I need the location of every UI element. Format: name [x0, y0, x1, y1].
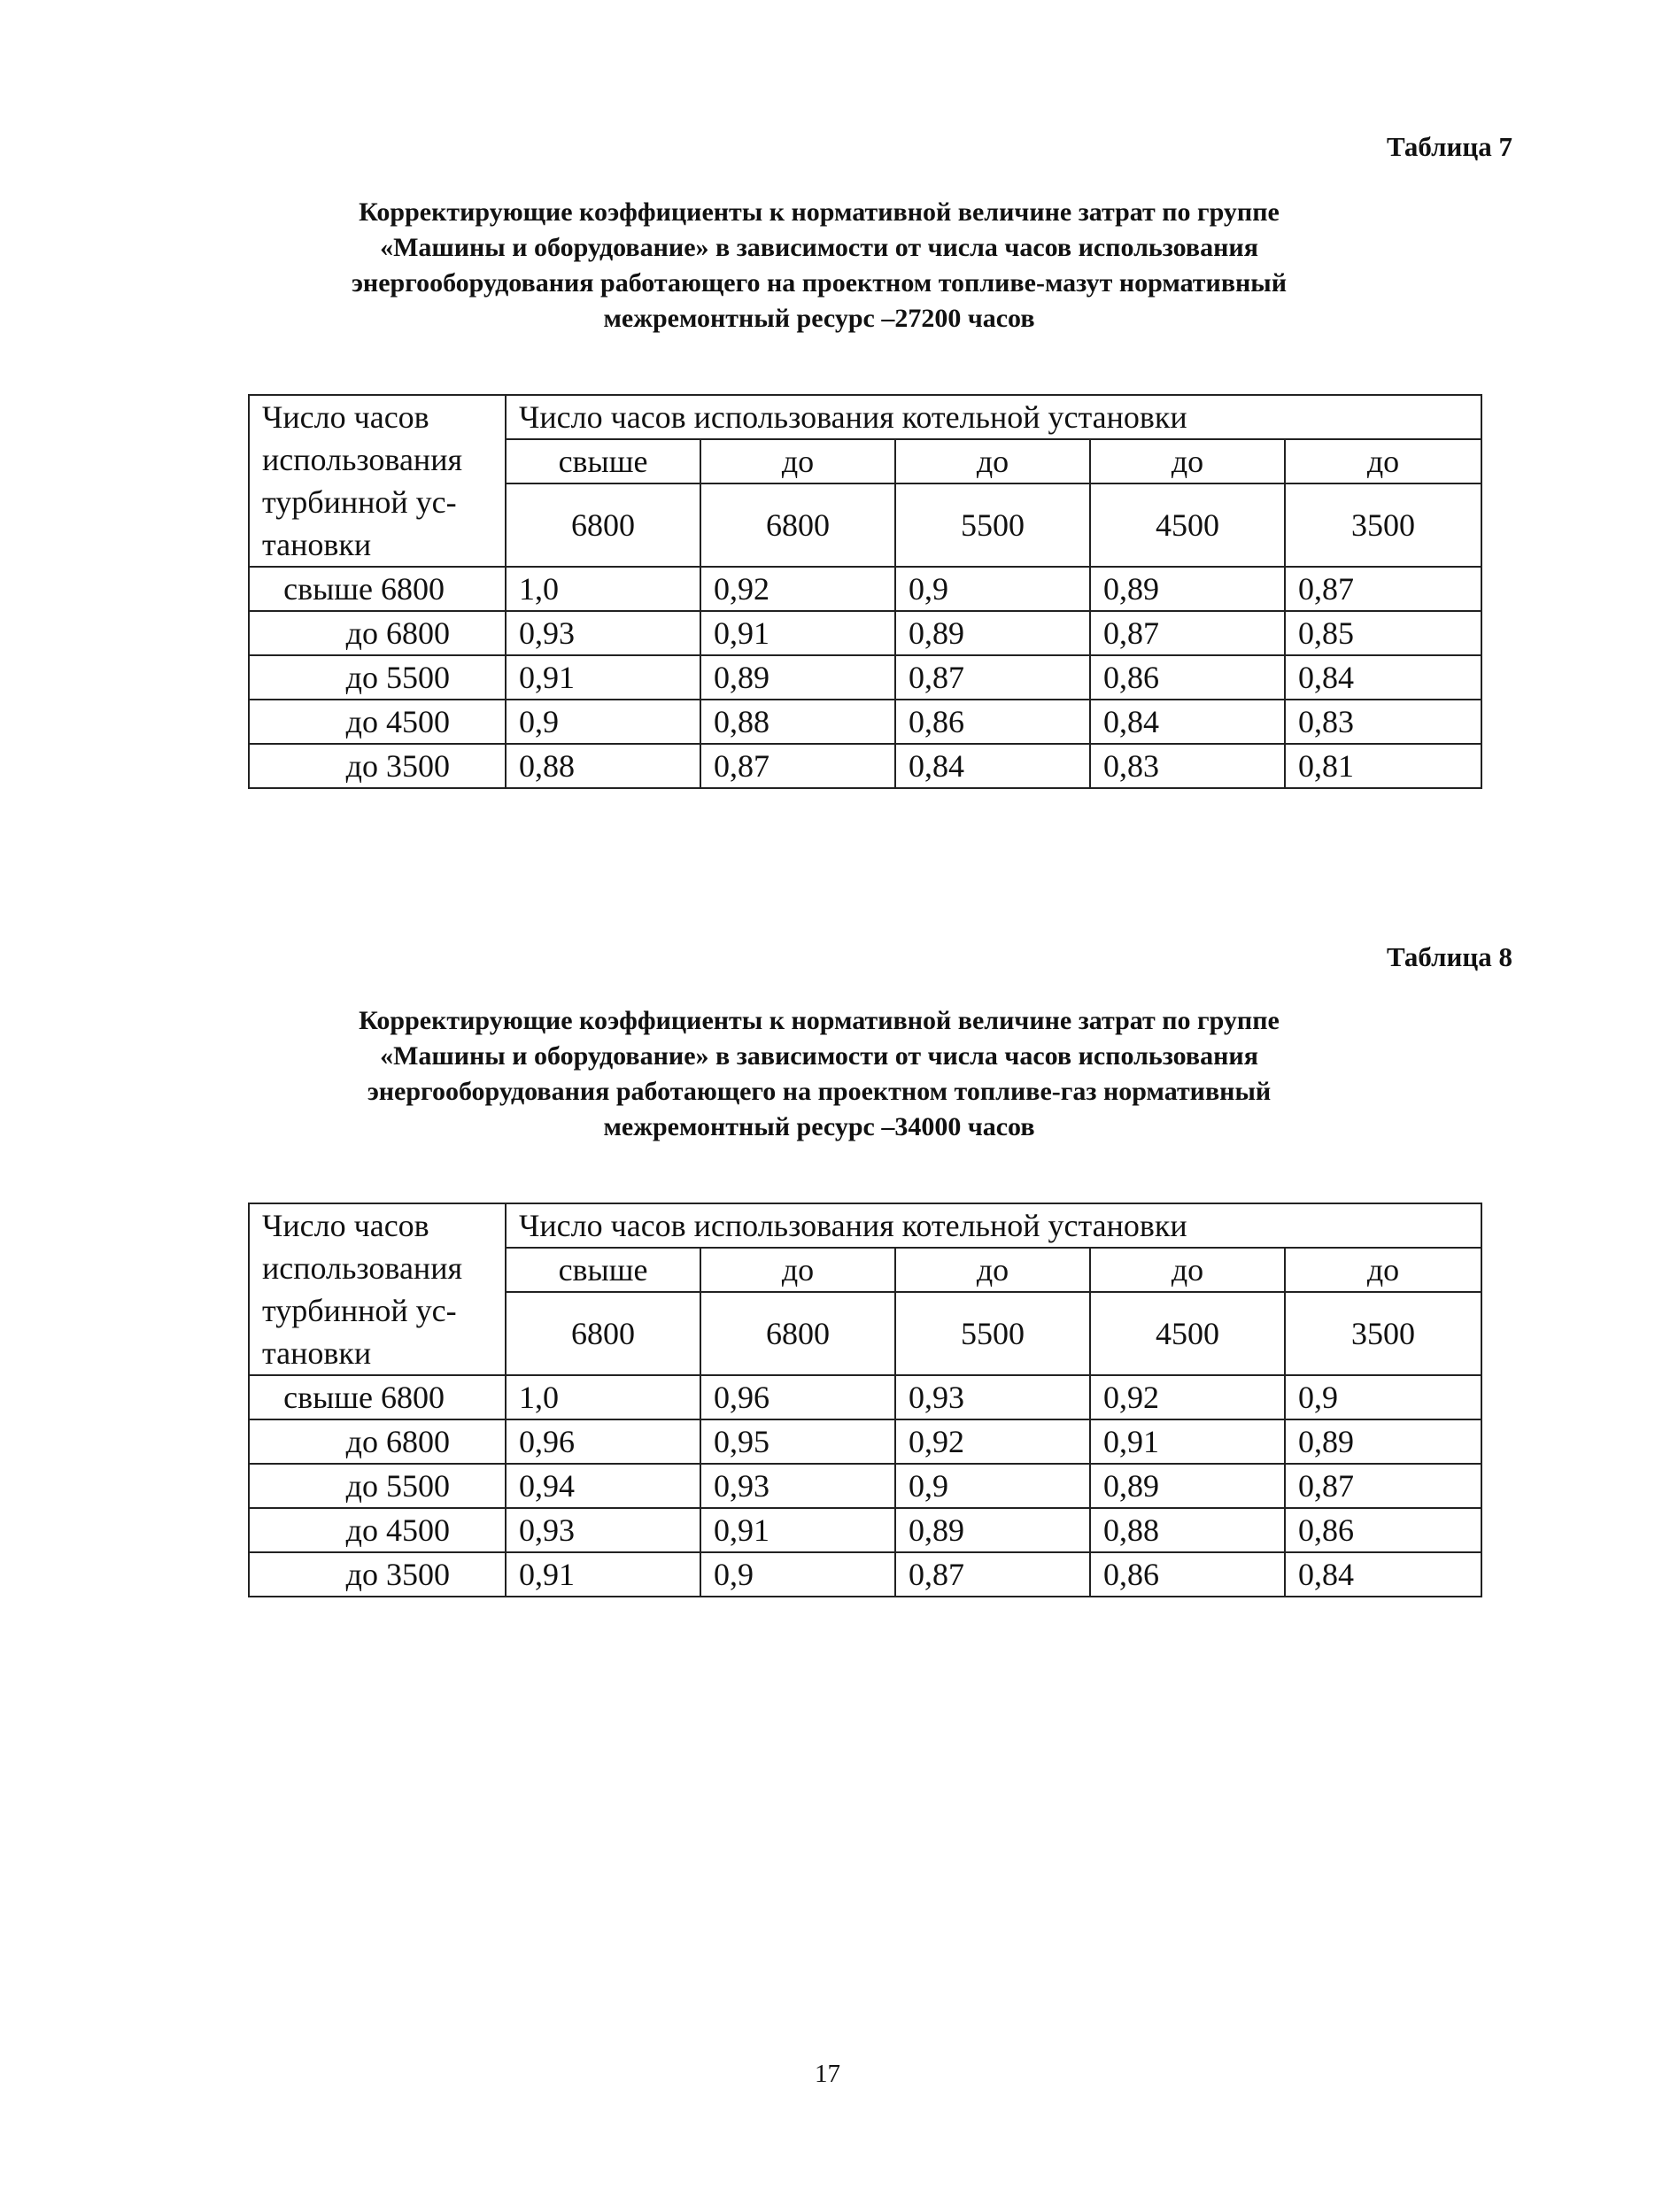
cell-value: 0,9 [895, 567, 1090, 611]
heading-line: «Машины и оборудование» в зависимости от числа часов использования [380, 1041, 1258, 1071]
row-label: до 3500 [249, 1552, 506, 1597]
col-value: 6800 [700, 483, 895, 567]
cell-value: 0,88 [506, 744, 700, 788]
table-8-label: Таблица 8 [1387, 941, 1512, 972]
table-row [249, 567, 1481, 611]
table-row [249, 1464, 1481, 1508]
col-qualifier: до [1285, 1248, 1481, 1292]
cell-value: 0,93 [506, 611, 700, 655]
cell-value: 0,96 [506, 1419, 700, 1464]
heading-line: Корректирующие коэффициенты к нормативной величине затрат по группе [359, 197, 1280, 227]
cell-value: 0,84 [1090, 700, 1285, 744]
heading-line: межремонтный ресурс –27200 часов [603, 304, 1035, 333]
stub-header-line: использования [262, 1250, 463, 1286]
cell-value: 0,87 [1285, 1464, 1481, 1508]
cell-value: 0,87 [1285, 567, 1481, 611]
cell-value: 0,85 [1285, 611, 1481, 655]
row-label: до 5500 [249, 1464, 506, 1508]
table-row [249, 1508, 1481, 1552]
cell-value: 1,0 [506, 1375, 700, 1419]
col-qualifier: до [895, 439, 1090, 483]
col-qualifier: до [1090, 439, 1285, 483]
cell-value: 0,92 [700, 567, 895, 611]
cell-value: 0,81 [1285, 744, 1481, 788]
group-header: Число часов использования котельной установки [506, 1203, 1481, 1248]
table-row [249, 1552, 1481, 1597]
col-qualifier: свыше [506, 1248, 700, 1292]
cell-value: 0,89 [700, 655, 895, 700]
table-row [249, 1419, 1481, 1464]
stub-header [249, 395, 506, 567]
cell-value: 0,87 [700, 744, 895, 788]
cell-value: 0,86 [1090, 1552, 1285, 1597]
cell-value: 0,92 [1090, 1375, 1285, 1419]
stub-header [249, 1203, 506, 1375]
cell-value: 0,95 [700, 1419, 895, 1464]
col-value: 3500 [1285, 1292, 1481, 1375]
cell-value: 0,92 [895, 1419, 1090, 1464]
col-qualifier: до [700, 439, 895, 483]
col-value: 4500 [1090, 1292, 1285, 1375]
cell-value: 0,86 [1090, 655, 1285, 700]
col-value: 6800 [506, 1292, 700, 1375]
cell-value: 0,9 [1285, 1375, 1481, 1419]
table-row [249, 744, 1481, 788]
cell-value: 0,83 [1090, 744, 1285, 788]
heading-line: энергооборудования работающего на проектном топливе-мазут нормативный [351, 268, 1288, 298]
row-label: до 6800 [249, 1419, 506, 1464]
col-qualifier: до [895, 1248, 1090, 1292]
stub-header-line: тановки [262, 527, 372, 562]
cell-value: 0,89 [1285, 1419, 1481, 1464]
row-label: до 4500 [249, 1508, 506, 1552]
stub-header-line: тановки [262, 1335, 372, 1371]
table-row [249, 1375, 1481, 1419]
cell-value: 0,91 [700, 611, 895, 655]
table-row [249, 611, 1481, 655]
col-value: 6800 [506, 483, 700, 567]
cell-value: 0,89 [1090, 1464, 1285, 1508]
col-value: 5500 [895, 483, 1090, 567]
cell-value: 0,83 [1285, 700, 1481, 744]
cell-value: 0,89 [1090, 567, 1285, 611]
cell-value: 0,84 [1285, 1552, 1481, 1597]
cell-value: 0,87 [895, 655, 1090, 700]
row-label: свыше 6800 [249, 567, 506, 611]
cell-value: 0,93 [506, 1508, 700, 1552]
row-label: до 6800 [249, 611, 506, 655]
page-number: 17 [815, 2060, 840, 2088]
stub-header-line: Число часов [262, 1208, 429, 1243]
table-row [249, 655, 1481, 700]
table-7-heading [292, 195, 1346, 336]
cell-value: 0,91 [1090, 1419, 1285, 1464]
cell-value: 1,0 [506, 567, 700, 611]
cell-value: 0,86 [1285, 1508, 1481, 1552]
stub-header-line: Число часов [262, 399, 429, 435]
col-qualifier: до [700, 1248, 895, 1292]
table-7-label: Таблица 7 [1387, 131, 1512, 162]
cell-value: 0,84 [895, 744, 1090, 788]
heading-line: энергооборудования работающего на проектном топливе-газ нормативный [367, 1077, 1272, 1106]
stub-header-line: использования [262, 442, 463, 477]
cell-value: 0,9 [895, 1464, 1090, 1508]
cell-value: 0,93 [700, 1464, 895, 1508]
cell-value: 0,9 [700, 1552, 895, 1597]
col-value: 6800 [700, 1292, 895, 1375]
cell-value: 0,84 [1285, 655, 1481, 700]
cell-value: 0,86 [895, 700, 1090, 744]
row-label: до 3500 [249, 744, 506, 788]
table-row [249, 700, 1481, 744]
cell-value: 0,91 [506, 1552, 700, 1597]
col-value: 3500 [1285, 483, 1481, 567]
col-value: 5500 [895, 1292, 1090, 1375]
row-label: до 4500 [249, 700, 506, 744]
col-qualifier: до [1285, 439, 1481, 483]
heading-line: межремонтный ресурс –34000 часов [603, 1112, 1035, 1141]
heading-line: «Машины и оборудование» в зависимости от числа часов использования [380, 233, 1258, 262]
group-header: Число часов использования котельной установки [506, 395, 1481, 439]
stub-header-line: турбинной ус- [262, 1293, 457, 1328]
cell-value: 0,91 [700, 1508, 895, 1552]
cell-value: 0,91 [506, 655, 700, 700]
cell-value: 0,96 [700, 1375, 895, 1419]
col-qualifier: до [1090, 1248, 1285, 1292]
row-label: свыше 6800 [249, 1375, 506, 1419]
row-label: до 5500 [249, 655, 506, 700]
cell-value: 0,89 [895, 611, 1090, 655]
col-value: 4500 [1090, 483, 1285, 567]
cell-value: 0,93 [895, 1375, 1090, 1419]
cell-value: 0,88 [700, 700, 895, 744]
heading-line: Корректирующие коэффициенты к нормативной величине затрат по группе [359, 1006, 1280, 1035]
col-qualifier: свыше [506, 439, 700, 483]
cell-value: 0,88 [1090, 1508, 1285, 1552]
cell-value: 0,87 [895, 1552, 1090, 1597]
cell-value: 0,94 [506, 1464, 700, 1508]
stub-header-line: турбинной ус- [262, 484, 457, 520]
table-7 [248, 394, 1482, 789]
table-8-heading [292, 1003, 1346, 1145]
cell-value: 0,87 [1090, 611, 1285, 655]
cell-value: 0,89 [895, 1508, 1090, 1552]
cell-value: 0,9 [506, 700, 700, 744]
table-8 [248, 1203, 1482, 1597]
